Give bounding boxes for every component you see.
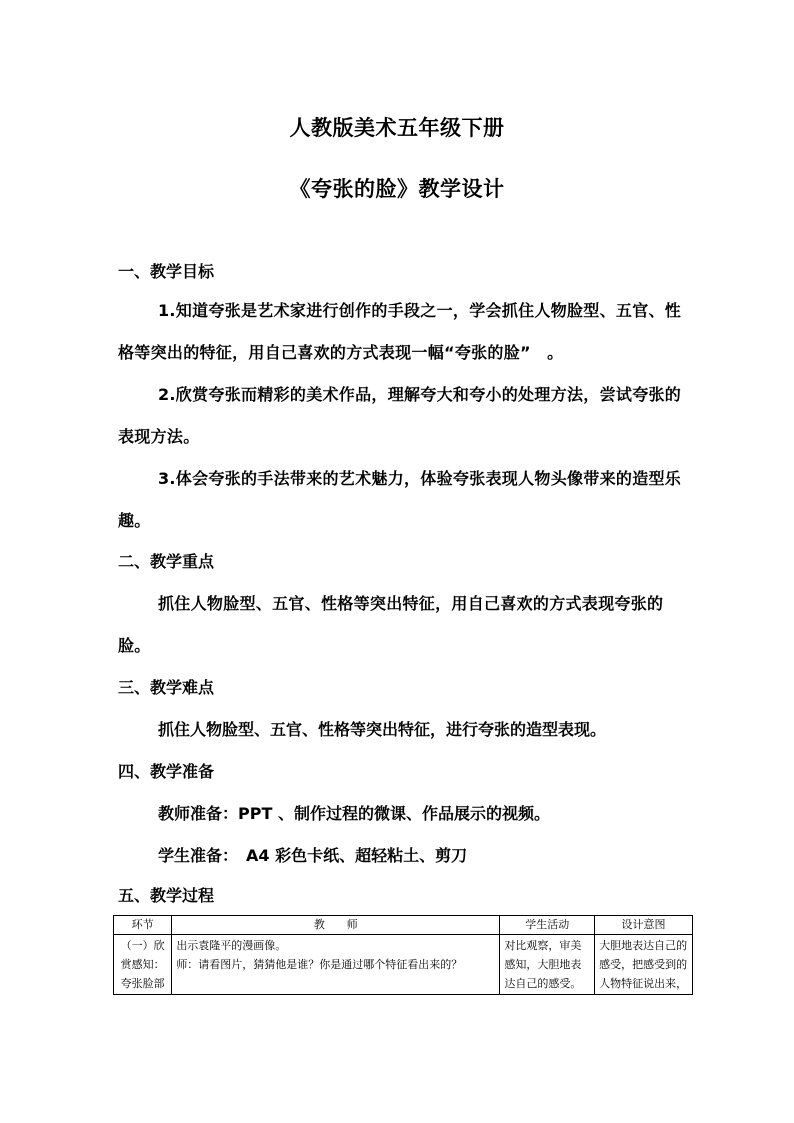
goal-item-2: 2.欣赏夸张而精彩的美术作品，理解夸大和夸小的处理方法，尝试夸张的表现方法。 xyxy=(118,385,682,446)
process-heading: 五、教学过程 xyxy=(118,886,215,905)
student-activity-cell: 对比观察，审美感知，大胆地表达自己的感受。 xyxy=(500,935,595,995)
preparation-heading: 四、教学准备 xyxy=(118,762,215,781)
header-stage: 环节 xyxy=(114,916,172,935)
document-title: 人教版美术五年级下册 xyxy=(289,116,505,140)
document-subtitle: 《夸张的脸》教学设计 xyxy=(289,177,505,201)
header-teacher: 教 师 xyxy=(172,916,500,935)
teacher-preparation: 教师准备：PPT 、制作过程的微课、作品展示的视频。 xyxy=(158,804,550,823)
goals-heading: 一、教学目标 xyxy=(118,262,215,281)
key-points-text: 抓住人物脸型、五官、性格等突出特征，用自己喜欢的方式表现夸张的脸。 xyxy=(118,594,664,655)
teacher-cell xyxy=(172,935,500,995)
table-row xyxy=(114,935,693,995)
process-table xyxy=(113,915,693,995)
teacher-line-2: 师：请看图片，猜猜他是谁？你是通过哪个特征看出来的？ xyxy=(176,958,463,971)
difficulty-text: 抓住人物脸型、五官、性格等突出特征，进行夸张的造型表现。 xyxy=(158,720,607,739)
key-points-heading: 二、教学重点 xyxy=(118,552,215,571)
student-preparation: 学生准备： A4 彩色卡纸、超轻粘土、剪刀 xyxy=(158,846,468,865)
difficulty-heading: 三、教学难点 xyxy=(118,678,215,697)
design-intent-cell: 大胆地表达自己的感受，把感受到的人物特征说出来， xyxy=(595,935,693,995)
header-student-activity: 学生活动 xyxy=(500,916,595,935)
header-design-intent: 设计意图 xyxy=(595,916,693,935)
goal-item-1: 1.知道夸张是艺术家进行创作的手段之一，学会抓住人物脸型、五官、性格等突出的特征，用自己喜欢的方式表现一幅“夸张的脸” 。 xyxy=(118,301,682,362)
table-header-row xyxy=(114,916,693,935)
teacher-line-1: 出示袁隆平的漫画像。 xyxy=(176,939,287,952)
stage-cell: （一）欣赏感知：夸张脸部 xyxy=(114,935,172,995)
goal-item-3: 3.体会夸张的手法带来的艺术魅力，体验夸张表现人物头像带来的造型乐趣。 xyxy=(118,469,682,530)
